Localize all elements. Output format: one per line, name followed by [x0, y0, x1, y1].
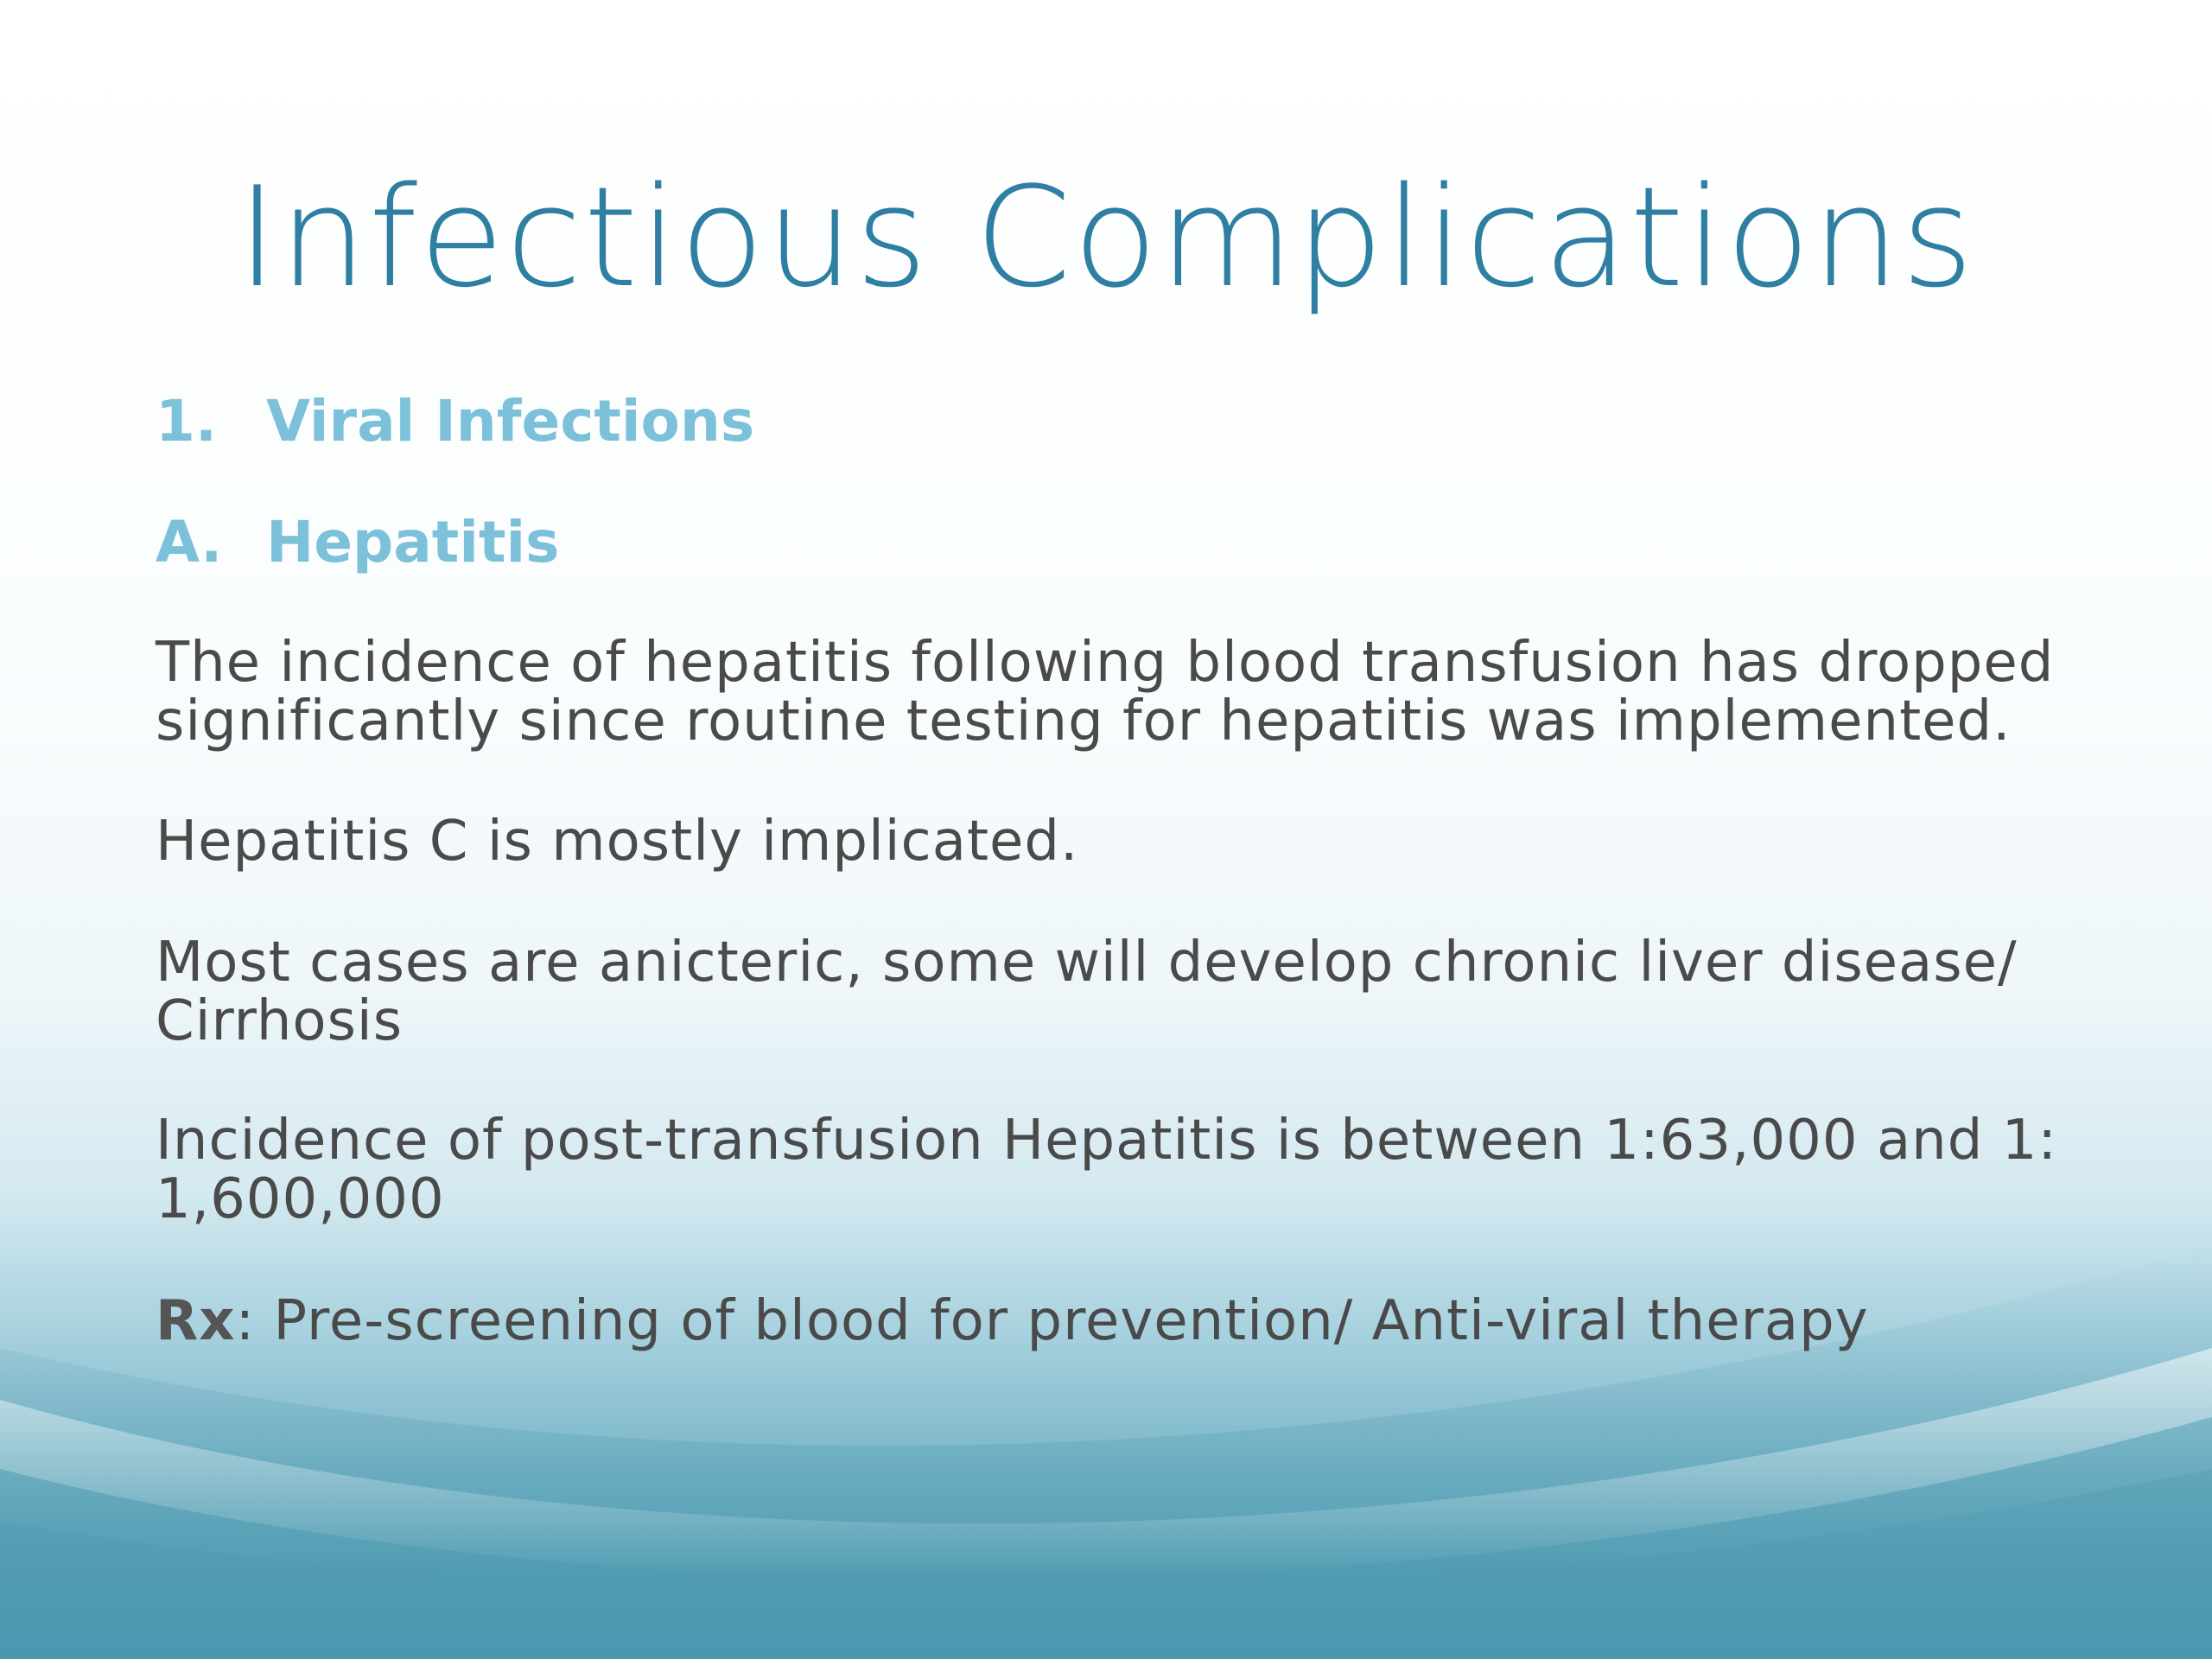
- slide-title: Infectious Complications: [237, 156, 1975, 318]
- subsection-heading: [156, 509, 560, 575]
- section-number: 1.: [156, 388, 217, 454]
- section-label: Viral Infections: [266, 388, 755, 454]
- paragraph-anicteric: Most cases are anicteric, some will develop chronic liver disease/ Cirrhosis: [156, 931, 2018, 1053]
- rx-label: Rx: [156, 1289, 236, 1353]
- rx-text: : Pre-screening of blood for prevention/ Anti-viral therapy: [235, 1289, 1869, 1353]
- paragraph-hepatitis-c: Hepatitis C is mostly implicated.: [156, 810, 1079, 874]
- paragraph-treatment: [156, 1289, 2143, 1353]
- section-heading: [156, 388, 755, 454]
- subsection-letter: A.: [156, 509, 223, 575]
- paragraph-incidence-drop: The incidence of hepatitis following blood transfusion has dropped significantly since routine testing for hepatitis was implemented.: [156, 631, 2055, 753]
- subsection-label: Hepatitis: [266, 509, 560, 575]
- paragraph-incidence-ratio: Incidence of post-transfusion Hepatitis is between 1:63,000 and 1: 1,600,000: [156, 1109, 2057, 1231]
